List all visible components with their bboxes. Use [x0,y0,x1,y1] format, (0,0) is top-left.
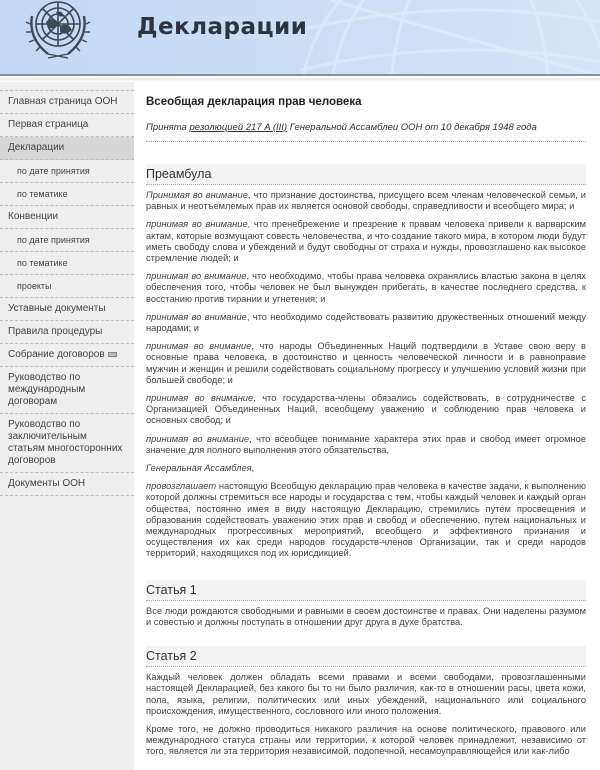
article-2-paragraph: Кроме того, не должно проводиться никакого различия на основе политического, правового или международного статуса страны или территории, к которой человек принадлежит, независимо от того, является ли эта территория независимой, подопечной, несамоуправляющейся или как-либо [146,723,586,757]
sidebar-nav [0,82,134,770]
para-lead: принимая во внимание [146,271,247,282]
sidebar-item-conventions-by-topic[interactable]: по тематике [0,252,134,275]
sidebar-item-declarations-by-date[interactable]: по дате принятия [0,160,134,183]
page-header-title: Декларации [137,14,308,40]
subtitle-prefix: Принята [146,122,190,133]
document-title: Всеобщая декларация прав человека [146,96,362,108]
sidebar-item-charter-documents[interactable]: Уставные документы [0,298,134,321]
sidebar-item-treaty-handbook[interactable]: Руководство по международным договорам [0,367,134,414]
resolution-link[interactable]: резолюцией 217 A (III) [189,122,288,133]
preamble-paragraph [146,434,586,456]
preamble-paragraph [146,271,586,305]
sidebar-item-final-clauses-handbook[interactable]: Руководство по заключительным статьям многосторонних договоров [0,414,134,473]
preamble-paragraph [146,463,586,474]
sidebar-item-conventions[interactable]: Конвенции [0,206,134,229]
para-text: , что необходимо содействовать развитию дружественных отношений между народами; и [146,311,586,334]
para-text: , что признание достоинства, присущего всем членам человеческой семьи, и равных и неотъемлемых прав их является основой свободы, справедливости и всеобщего мира; и [146,190,586,212]
preamble-paragraph [146,219,586,264]
para-lead: принимая во внимание [146,219,248,230]
sidebar-item-rules-of-procedure[interactable]: Правила процедуры [0,321,134,344]
para-text: , [251,463,255,474]
sidebar-item-declarations[interactable]: Декларации [0,137,134,160]
sidebar-item-front-page[interactable]: Первая страница [0,114,134,137]
sidebar-top-divider [0,82,134,91]
para-lead: принимая во внимание [146,311,247,322]
subtitle-suffix: Генеральной Ассамблеи ООН от 10 декабря 1948 года [287,122,537,133]
main-content [146,88,586,758]
para-text: , что народы Объединенных Наций подтвердили в Уставе свою веру в основные права человека, в достоинство и ценность человеческой личности и в равноправие мужчин и женщин и решили содействовать социальному прогрессу и улучшению условий жизни при большей свободе; и [146,341,586,385]
para-lead: принимая во внимание [146,393,254,404]
preamble-paragraph [146,393,586,427]
preamble-paragraph [146,190,586,212]
preamble-paragraph [146,481,586,559]
sidebar-item-un-documents[interactable]: Документы ООН [0,473,134,496]
para-lead: провозглашает [146,481,217,492]
para-text: , что пренебрежение и презрение к правам человека привели к варварским актам, которые возмущают совесть человечества, и что создание такого мира, в котором люди будут иметь свободу слова и убеждений и будут свободны от страха и нужды, провозглашено как высокое стремление людей; и [146,219,586,264]
para-text: настоящую Всеобщую декларацию прав человека в качестве задачи, к выполнению которой должны стремиться все народы и государства с тем, чтобы каждый человек и каждый орган общества, постоянно имея в виду настоящую Декларацию, стремились путем просвещения и образования содействовать уважению этих прав и свобод и обеспечению, путем национальных и международных прогрессивных мероприятий, всеобщего и эффективного признания и осуществления их как среди народов государств-членов Организации, так и среди народов территорий, находящихся под их юрисдикцией. [146,481,586,559]
para-text: , что необходимо, чтобы права человека охранялись властью закона в целях обеспечения того, чтобы человек не был вынужден прибегать, в качестве последнего средства, к восстанию против тирании и угнетения; и [146,271,586,304]
article-2-paragraph: Каждый человек должен обладать всеми правами и всеми свободами, провозглашенными настоящей Декларацией, без какого бы то ни было различия, как-то в отношении расы, цвета кожи, пола, языка, религии, политических или иных убеждений, национального или социального происхождения, имущественного, сословного или иного положения. [146,672,586,716]
document-subtitle [146,122,586,142]
sidebar-item-conventions-by-date[interactable]: по дате принятия [0,229,134,252]
un-emblem-icon [18,0,98,66]
sidebar-item-label: Собрание договоров [8,349,105,360]
para-text: , что всеобщее понимание характера этих прав и свобод имеет огромное значение для полного выполнения этого обязательства, [146,433,586,455]
site-header [0,0,600,76]
sidebar-item-declarations-by-topic[interactable]: по тематике [0,183,134,206]
article-1-heading: Статья 1 [146,580,586,601]
sidebar-item-un-home[interactable]: Главная страница ООН [0,91,134,114]
para-lead: Генеральная Ассамблея [146,463,252,474]
sidebar-item-treaty-collection[interactable] [0,344,134,367]
article-2-heading: Статья 2 [146,646,586,667]
preamble-paragraph [146,341,586,386]
preamble-paragraph [146,312,586,334]
para-lead: принимая во внимание [146,341,252,352]
para-text: , что государства-члены обязались содействовать, в сотрудничестве с Организацией Объединенных Наций, всеобщему уважению и соблюдению прав человека и основных свобод; и [146,393,586,426]
book-icon [108,352,117,357]
preamble-heading: Преамбула [146,164,586,185]
para-lead: Принимая во внимание [146,190,248,200]
para-lead: принимая во внимание [146,433,250,444]
article-1-paragraph: Все люди рождаются свободными и равными в своем достоинстве и правах. Они наделены разумом и совестью и должны поступать в отношении друг друга в духе братства. [146,605,586,627]
sidebar-item-conventions-drafts[interactable]: проекты [0,275,134,298]
